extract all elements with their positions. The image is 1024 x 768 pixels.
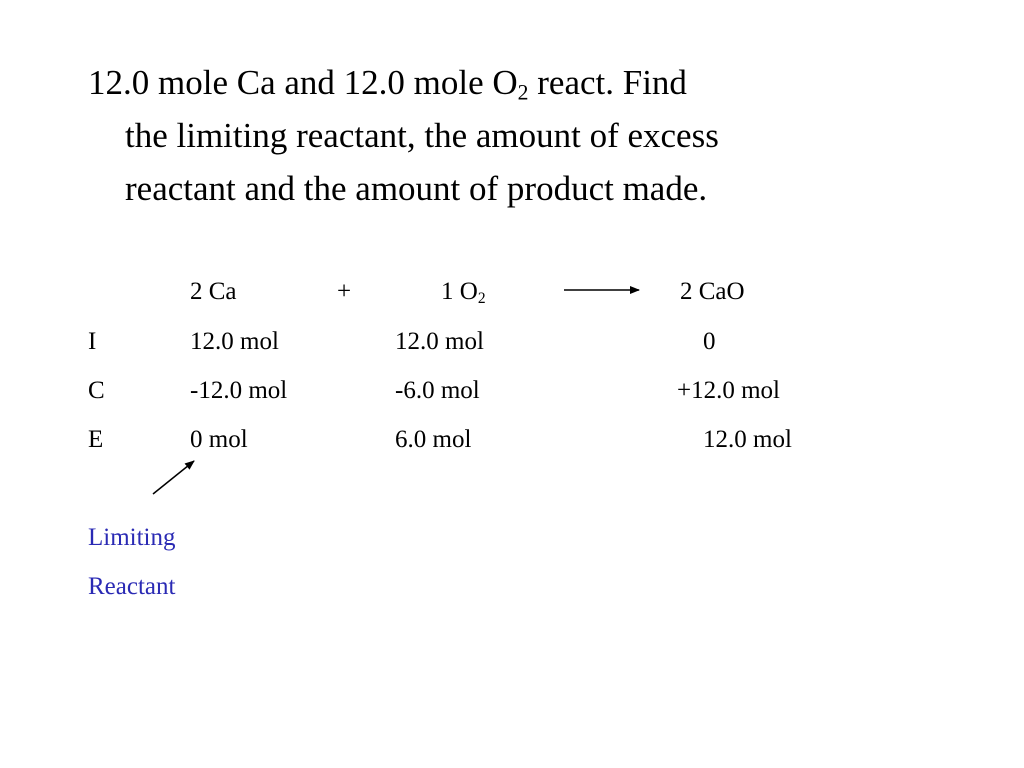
- end-cao: 12.0 mol: [703, 426, 792, 453]
- subscript-2: 2: [517, 80, 529, 105]
- row-label-initial: I: [88, 328, 97, 355]
- change-cao: +12.0 mol: [677, 377, 780, 404]
- end-ca: 0 mol: [190, 426, 248, 453]
- change-o2: -6.0 mol: [395, 377, 480, 404]
- end-o2: 6.0 mol: [395, 426, 472, 453]
- plus-sign: +: [337, 278, 352, 305]
- annotation-limiting: Limiting: [88, 524, 176, 551]
- problem-line-2: the limiting reactant, the amount of excess: [125, 116, 719, 155]
- reactant-ca: 2 Ca: [190, 278, 237, 305]
- initial-o2: 12.0 mol: [395, 328, 484, 355]
- pointer-arrow-icon: [153, 461, 194, 494]
- problem-line-1-end: react. Find: [528, 63, 687, 102]
- product-cao: 2 CaO: [680, 278, 745, 305]
- reactant-o2-text: 1 O: [441, 278, 478, 305]
- problem-line-1-text: 12.0 mole Ca and 12.0 mole O: [88, 63, 518, 102]
- row-label-equilibrium: E: [88, 426, 104, 453]
- change-ca: -12.0 mol: [190, 377, 288, 404]
- annotation-reactant: Reactant: [88, 573, 176, 600]
- problem-line-3: reactant and the amount of product made.: [125, 169, 708, 208]
- initial-cao: 0: [703, 328, 716, 355]
- row-label-change: C: [88, 377, 105, 404]
- reactant-o2-subscript: 2: [477, 289, 486, 307]
- initial-ca: 12.0 mol: [190, 328, 279, 355]
